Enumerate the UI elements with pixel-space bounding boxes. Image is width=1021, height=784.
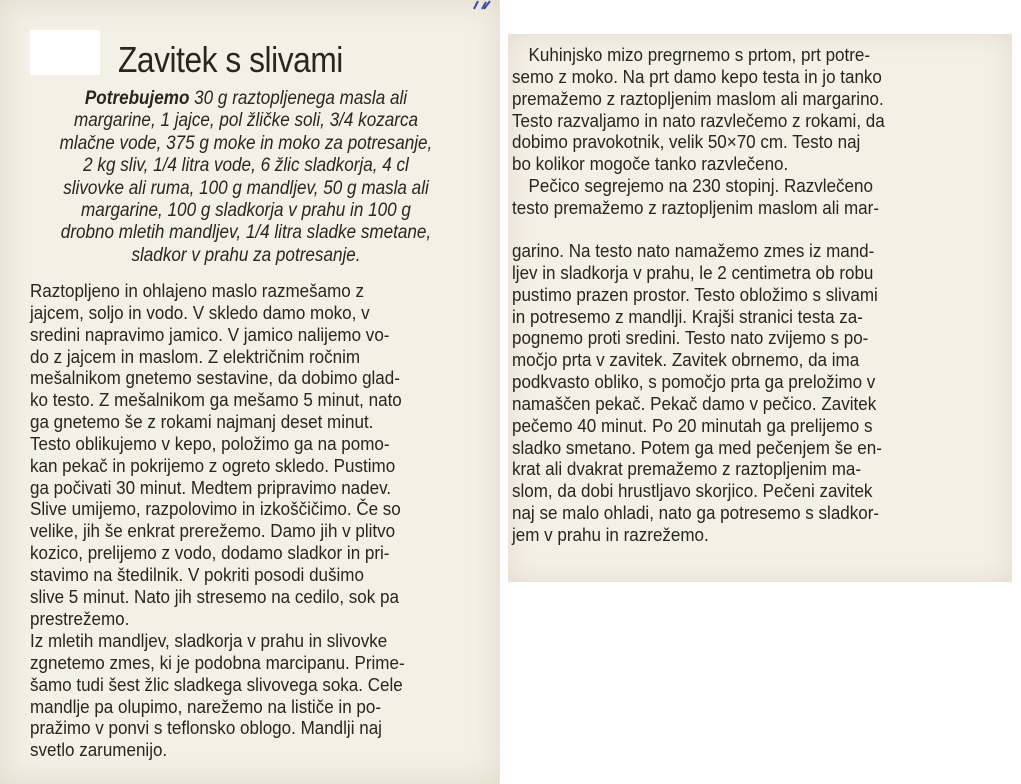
- text-line: Pečico segrejemo na 230 stopinj. Razvlečeno: [528, 175, 873, 197]
- text-line: Iz mletih mandljev, sladkorja v prahu in slivovke: [30, 630, 388, 651]
- text-line: močjo prta v zavitek. Zavitek obrnemo, da ima: [512, 349, 860, 371]
- blank-patch: [30, 30, 100, 75]
- text-line: sredini napravimo jamico. V jamico nalijemo vo-: [30, 323, 390, 345]
- ingredients-lead: Potrebujemo: [84, 88, 190, 109]
- text-line: pognemo proti sredini. Testo nato zvijemo s po-: [512, 327, 869, 349]
- text-line: garino. Na testo nato namažemo zmes iz mand-: [512, 240, 875, 261]
- ingredients-line: slivovke ali ruma, 100 g mandljev, 50 g masla ali: [63, 177, 429, 199]
- pen-mark-icon: [470, 0, 500, 10]
- text-line: slive 5 minut. Nato jih stresemo na cedilo, sok pa: [30, 585, 399, 607]
- ingredients-block: [30, 88, 462, 267]
- text-line: mešalnikom gnetemo sestavine, da dobimo glad-: [30, 367, 400, 389]
- ingredients-line: sladkor v prahu za potresanje.: [131, 244, 361, 266]
- text-line: Slive umijemo, razpolovimo in izkoščičimo. Če so: [30, 498, 401, 520]
- text-line: pražimo v ponvi s teflonsko oblogo. Mandlji naj: [30, 717, 382, 739]
- recipe-title: Zavitek s slivami: [118, 39, 343, 80]
- ingredients-line: 2 kg sliv, 1/4 litra vode, 6 žlic sladkorja, 4 cl: [83, 155, 409, 177]
- text-line: bo kolikor mogoče tanko razvlečeno.: [512, 153, 789, 175]
- text-line: velike, jih še enkrat prerežemo. Damo jih v plitvo: [30, 520, 396, 542]
- text-line: ga gnetemo še z rokami najmanj deset minut.: [30, 411, 374, 433]
- text-line: podkvasto obliko, s pomočjo prta ga preložimo v: [512, 371, 876, 393]
- text-line: jajcem, soljo in vodo. V skledo damo moko, v: [30, 301, 370, 323]
- ingredients-line: margarine, 1 jajce, pol žličke soli, 3/4 kozarca: [73, 110, 419, 132]
- text-line: semo z moko. Na prt damo kepo testa in jo tanko: [512, 65, 882, 87]
- text-line: kan pekač in pokrijemo z ogreto skledo. Pustimo: [30, 454, 396, 476]
- text-line: pustimo prazen prostor. Testo obložimo s slivami: [512, 283, 878, 305]
- text-line: pečemo 40 minut. Po 20 minutah ga prelijemo s: [512, 414, 873, 436]
- text-line: in potresemo z mandlji. Krajši stranici testa za-: [512, 305, 863, 327]
- text-line: prestrežemo.: [30, 607, 130, 629]
- text-line: zgnetemo zmes, ki je podobna marcipanu. Prime-: [30, 651, 405, 673]
- text-line: premažemo z raztopljenim maslom ali margarino.: [512, 87, 884, 109]
- text-line: jem v prahu in razrežemo.: [512, 523, 709, 545]
- text-line: Kuhinjsko mizo pregrnemo s prtom, prt potre-: [528, 44, 871, 65]
- text-line: ga počivati 30 minut. Medtem pripravimo nadev.: [30, 476, 392, 498]
- text-line: kozico, prelijemo z vodo, dodamo sladkor in pri-: [30, 542, 390, 564]
- ingredients-line: mlačne vode, 375 g moke in moko za potresanje,: [59, 132, 433, 154]
- text-line: ljev in sladkorja v prahu, le 2 centimetra ob robu: [512, 261, 874, 283]
- text-line: Raztopljeno in ohlajeno maslo razmešamo z: [30, 280, 364, 301]
- text-line: dobimo pravokotnik, velik 50×70 cm. Testo naj: [512, 131, 861, 153]
- text-line: do z jajcem in maslom. Z električnim ročnim: [30, 345, 361, 367]
- text-line: krat ali dvakrat premažemo z raztopljenim ma-: [512, 458, 862, 480]
- right-paragraph-2: [512, 240, 882, 546]
- text-line: svetlo zarumenijo.: [30, 739, 168, 761]
- ingredients-line: drobno mletih mandljev, 1/4 litra sladke smetane,: [60, 222, 432, 244]
- text-line: stavimo na štedilnik. V pokriti posodi dušimo: [30, 563, 364, 585]
- text-line: šamo tudi šest žlic sladkega slivovega soka. Cele: [30, 673, 403, 695]
- text-line: Testo razvaljamo in nato razvlečemo z rokami, da: [512, 109, 885, 131]
- ingredients-line: 30 g raztopljenega masla ali: [189, 88, 408, 109]
- text-line: mandlje pa olupimo, narežemo na lističe in po-: [30, 695, 381, 717]
- text-line: sladko smetano. Potem ga med pečenjem še en-: [512, 436, 882, 458]
- text-line: naj se malo ohladi, nato ga potresemo s sladkor-: [512, 502, 880, 524]
- text-line: ko testo. Z mešalnikom ga mešamo 5 minut, nato: [30, 389, 402, 411]
- text-line: namaščen pekač. Pekač damo v pečico. Zavitek: [512, 392, 877, 414]
- text-line: testo premažemo z raztopljenim maslom ali mar-: [512, 196, 879, 218]
- right-paragraph-1: [512, 44, 885, 219]
- text-line: Testo oblikujemo v kepo, položimo ga na pomo-: [30, 432, 390, 454]
- ingredients-line: margarine, 100 g sladkorja v prahu in 100 g: [81, 200, 411, 222]
- left-paragraph-2: [30, 630, 405, 761]
- text-line: slom, da dobi hrustljavo skorjico. Pečeni zavitek: [512, 480, 873, 502]
- left-paragraph-1: [30, 280, 402, 630]
